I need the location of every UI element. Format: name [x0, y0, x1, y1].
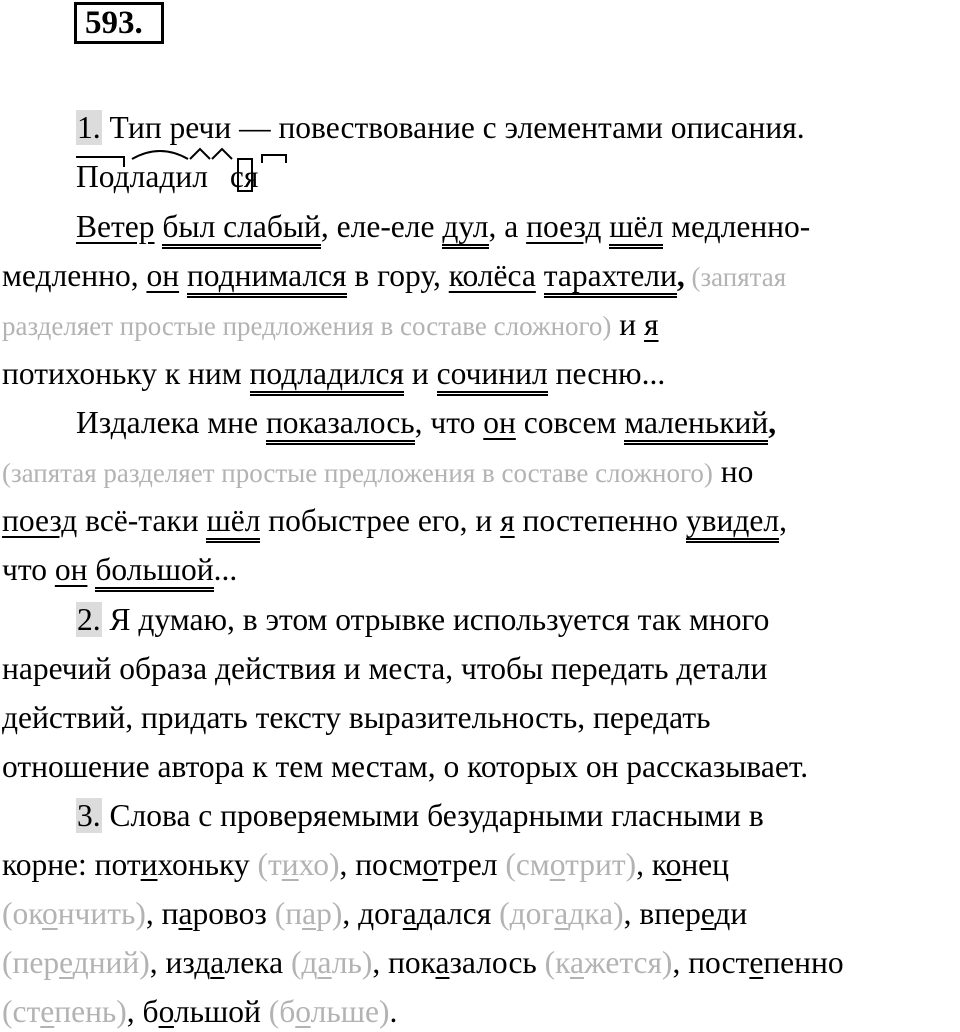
text-segment: но	[712, 454, 754, 489]
text-segment: шёл	[609, 209, 663, 249]
text-segment: (д	[290, 945, 318, 980]
p3-line1	[76, 796, 764, 836]
text-segment: , изд	[149, 945, 211, 980]
text-segment: (запятая	[684, 262, 787, 292]
text-segment: е	[40, 994, 55, 1029]
text-segment: всё-таки	[77, 503, 207, 538]
text-segment: пень)	[54, 994, 127, 1029]
p1-line6	[2, 354, 665, 394]
text-segment: медленно,	[2, 258, 147, 293]
text-segment: (ст	[2, 994, 41, 1029]
text-segment: он	[483, 405, 516, 440]
text-segment: показалось	[266, 405, 415, 445]
text-segment: , пок	[372, 945, 436, 980]
p3-label: 3.	[77, 798, 101, 833]
text-segment: (б	[268, 994, 296, 1029]
p1-line5	[2, 305, 659, 345]
text-segment: побыстрее его, и	[260, 503, 501, 538]
text-segment: , к	[636, 847, 666, 882]
text-segment	[179, 258, 187, 293]
text-segment: , п	[145, 896, 179, 931]
text-segment: я	[500, 503, 515, 538]
text-segment: хо)	[298, 847, 340, 882]
text-segment: поезд	[526, 209, 602, 244]
text-segment: залось	[449, 945, 545, 980]
text-segment: Я думаю, в этом отрывке используется так много	[101, 602, 770, 637]
text-segment: (ок	[2, 896, 42, 931]
text-segment: дался	[416, 896, 500, 931]
text-segment: дул	[442, 209, 488, 249]
text-segment: что	[2, 552, 55, 587]
text-segment: Слова с проверяемыми безударными гласными в	[101, 798, 764, 833]
text-segment: ль)	[331, 945, 373, 980]
text-segment: постепенно	[514, 503, 686, 538]
text-segment: а	[435, 945, 450, 980]
text-segment: песню...	[547, 356, 666, 391]
p1-line8	[2, 452, 753, 492]
p3-line2	[2, 845, 729, 885]
text-segment: маленький	[624, 405, 768, 445]
text-segment: медленно-	[663, 209, 811, 244]
p1-line7	[76, 403, 776, 443]
text-segment: лека	[224, 945, 291, 980]
text-segment: (дог	[499, 896, 555, 931]
text-segment: дний)	[72, 945, 150, 980]
text-segment: в гору,	[346, 258, 449, 293]
text-segment: ровоз	[192, 896, 275, 931]
text-segment: и	[281, 847, 299, 882]
morph-word: Подладил ся	[76, 159, 259, 194]
p3-line5	[2, 992, 397, 1032]
text-segment: поезд	[2, 503, 78, 538]
p2-line3: действий, придать тексту выразительность, передать	[2, 700, 711, 735]
text-segment: льшой	[173, 994, 269, 1029]
text-segment: а	[302, 896, 317, 931]
text-segment: жется)	[583, 945, 673, 980]
p3-line4	[2, 943, 844, 983]
text-segment: он	[54, 552, 88, 587]
text-segment: (т	[257, 847, 282, 882]
text-segment: (пер	[2, 945, 60, 980]
text-segment: поднимался	[187, 258, 347, 298]
text-segment: Ветер	[76, 209, 155, 244]
text-segment: ди	[714, 896, 748, 931]
p1-line10	[2, 550, 237, 590]
text-segment: е	[700, 896, 715, 931]
text-segment: , впер	[623, 896, 701, 931]
text-segment: .	[389, 994, 398, 1029]
text-segment: колёса	[448, 258, 536, 293]
text-segment: шёл	[206, 503, 260, 543]
text-segment: пенно	[763, 945, 844, 980]
text-segment: е	[59, 945, 73, 980]
text-segment: , еле-еле	[320, 209, 443, 244]
text-segment: ...	[213, 552, 238, 587]
text-segment: (запятая разделяет простые предложения в составе сложного)	[2, 458, 713, 488]
text-segment: нчить)	[57, 896, 146, 931]
text-segment: Издалека мне	[76, 405, 266, 440]
p1-line1	[76, 108, 805, 148]
text-segment: о	[549, 847, 566, 882]
text-segment: он	[146, 258, 180, 293]
text-segment: о	[295, 994, 311, 1029]
task-number: 593.	[74, 2, 164, 44]
text-segment: о	[158, 994, 174, 1029]
text-segment: разделяет простые предложения в составе сложного)	[2, 311, 612, 341]
text-segment: е	[749, 945, 764, 980]
text-segment: трел	[437, 847, 506, 882]
text-segment	[536, 258, 544, 293]
text-segment: а	[210, 945, 225, 980]
p1-line4	[2, 256, 786, 296]
text-segment: а	[554, 896, 569, 931]
text-segment: был слабый	[162, 209, 321, 249]
text-segment: ,	[779, 503, 787, 538]
text-segment: (п	[274, 896, 303, 931]
text-segment: ,	[676, 258, 685, 293]
postfix-mark	[262, 155, 286, 163]
p1-line9	[2, 501, 787, 541]
text-segment: (см	[505, 847, 550, 882]
p2-line4: отношение автора к тем местам, о которых он рассказывает.	[2, 749, 809, 784]
text-segment: и	[140, 847, 158, 882]
text-segment: , дог	[342, 896, 403, 931]
text-segment: хоньку	[157, 847, 258, 882]
text-segment: (к	[544, 945, 570, 980]
text-segment: о	[665, 847, 682, 882]
text-segment: большой	[95, 552, 213, 592]
text-segment: потихоньку к ним	[2, 356, 250, 391]
text-segment: совсем	[515, 405, 625, 440]
text-segment: трит)	[565, 847, 637, 882]
text-segment: а	[402, 896, 417, 931]
p3-line3	[2, 894, 747, 934]
text-segment: и	[611, 307, 645, 342]
text-segment: , пост	[672, 945, 750, 980]
text-segment: , а	[488, 209, 527, 244]
p2-label: 2.	[77, 602, 101, 637]
text-segment: нец	[681, 847, 730, 882]
p2-line1	[76, 600, 769, 640]
p1-label: 1.	[77, 110, 101, 145]
text-segment: а	[178, 896, 193, 931]
p2-line2: наречий образа действия и места, чтобы передать детали	[2, 651, 768, 686]
text-segment: Тип речи — повествование с элементами описания.	[101, 110, 805, 145]
text-segment: корне: пот	[2, 847, 141, 882]
text-segment: и	[404, 356, 437, 391]
p1-line3	[76, 207, 810, 247]
text-segment: , посм	[339, 847, 423, 882]
text-segment: а	[570, 945, 584, 980]
text-segment: льше)	[310, 994, 390, 1029]
text-segment: ,	[768, 405, 777, 440]
text-segment: дка)	[568, 896, 624, 931]
text-segment: подладился	[250, 356, 405, 396]
text-segment: увидел	[686, 503, 779, 543]
text-segment: а	[317, 945, 332, 980]
text-segment: , что	[414, 405, 484, 440]
text-segment: тарахтели	[544, 258, 677, 298]
text-segment: , б	[126, 994, 159, 1029]
text-segment: я	[644, 307, 659, 342]
text-segment: о	[422, 847, 438, 882]
text-segment: сочинил	[437, 356, 548, 396]
text-segment: о	[41, 896, 58, 931]
text-segment: р)	[316, 896, 343, 931]
